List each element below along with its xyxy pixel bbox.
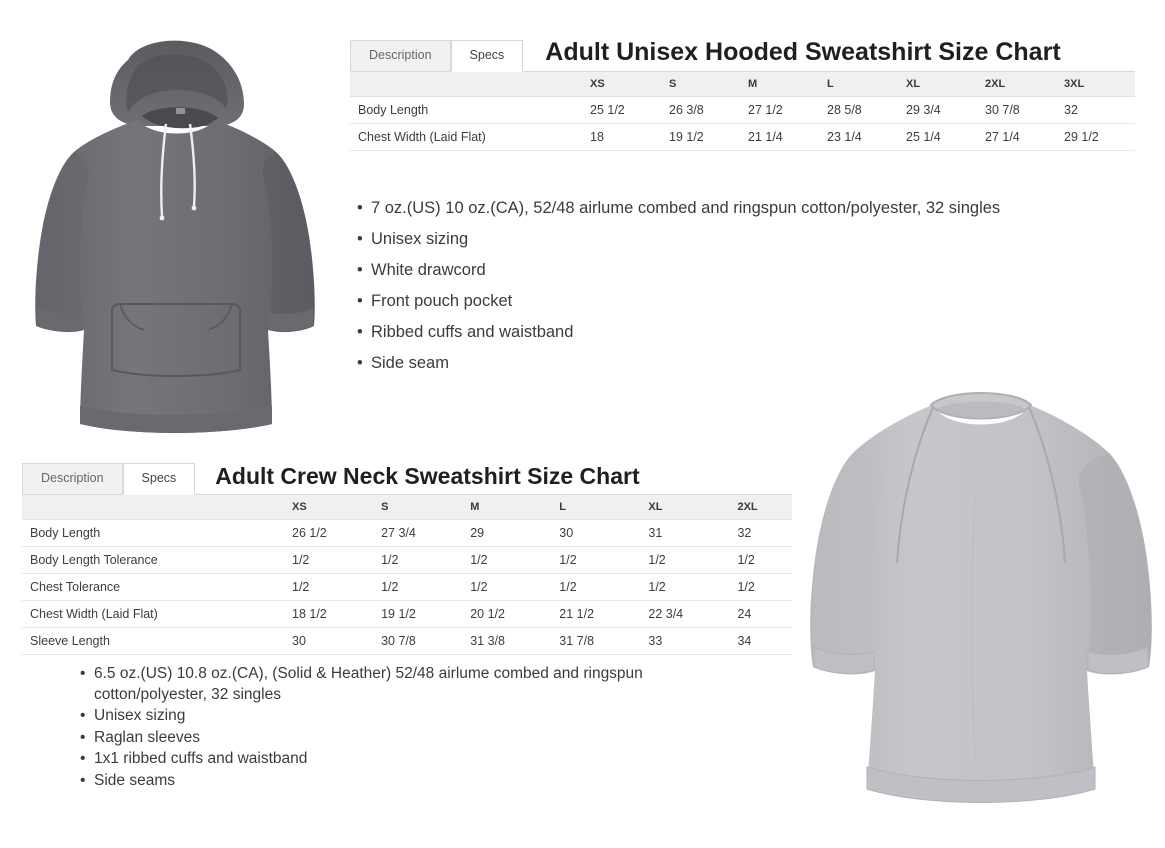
cell: 28 5/8 xyxy=(819,97,898,124)
row-label: Body Length Tolerance xyxy=(22,546,284,573)
table-row xyxy=(22,546,792,573)
col-head-xs: XS xyxy=(582,72,661,97)
col-head-l: L xyxy=(551,495,640,520)
col-head-m: M xyxy=(462,495,551,520)
table-row xyxy=(22,519,792,546)
cell: 33 xyxy=(640,627,729,654)
list-item: • 1x1 ribbed cuffs and waistband xyxy=(78,749,758,770)
crew-table-container xyxy=(22,494,792,655)
crew-chart-title: Adult Crew Neck Sweatshirt Size Chart xyxy=(215,462,640,489)
cell: 1/2 xyxy=(462,573,551,600)
cell: 25 1/2 xyxy=(582,97,661,124)
row-label: Chest Width (Laid Flat) xyxy=(22,600,284,627)
col-head-m: M xyxy=(740,72,819,97)
col-head-xl: XL xyxy=(640,495,729,520)
cell: 1/2 xyxy=(640,546,729,573)
col-head-3xl: 3XL xyxy=(1056,72,1135,97)
cell: 31 xyxy=(640,519,729,546)
row-label: Body Length xyxy=(22,519,284,546)
col-head-label xyxy=(350,72,582,97)
row-label: Sleeve Length xyxy=(22,627,284,654)
cell: 26 1/2 xyxy=(284,519,373,546)
cell: 29 1/2 xyxy=(1056,124,1135,151)
cell: 19 1/2 xyxy=(373,600,462,627)
hoodie-feature-list xyxy=(355,193,1000,379)
cell: 1/2 xyxy=(462,546,551,573)
hoodie-tab-strip[interactable] xyxy=(350,39,523,71)
table-row xyxy=(22,573,792,600)
tab-description-hoodie[interactable]: Description xyxy=(350,40,451,72)
cell: 1/2 xyxy=(373,546,462,573)
cell: 18 1/2 xyxy=(284,600,373,627)
row-label: Chest Tolerance xyxy=(22,573,284,600)
cell: 30 7/8 xyxy=(977,97,1056,124)
list-item: • Front pouch pocket xyxy=(355,286,1000,317)
table-row xyxy=(350,97,1135,124)
crew-chart-header xyxy=(22,462,797,494)
cell: 25 1/4 xyxy=(898,124,977,151)
cell: 34 xyxy=(729,627,792,654)
row-label: Chest Width (Laid Flat) xyxy=(350,124,582,151)
cell: 1/2 xyxy=(551,573,640,600)
crew-feature-list xyxy=(78,664,758,792)
col-head-s: S xyxy=(373,495,462,520)
cell: 22 3/4 xyxy=(640,600,729,627)
row-label: Body Length xyxy=(350,97,582,124)
cell: 27 1/4 xyxy=(977,124,1056,151)
cell: 32 xyxy=(729,519,792,546)
tab-description-crew[interactable]: Description xyxy=(22,463,123,495)
hoodie-chart-header xyxy=(350,38,1140,71)
cell: 21 1/4 xyxy=(740,124,819,151)
crew-tab-strip[interactable] xyxy=(22,462,195,494)
table-row xyxy=(350,124,1135,151)
cell: 32 xyxy=(1056,97,1135,124)
cell: 30 7/8 xyxy=(373,627,462,654)
hoodie-size-chart-section xyxy=(350,38,1140,151)
col-head-xl: XL xyxy=(898,72,977,97)
cell: 31 7/8 xyxy=(551,627,640,654)
cell: 1/2 xyxy=(284,573,373,600)
list-item: • Unisex sizing xyxy=(355,224,1000,255)
col-head-2xl: 2XL xyxy=(977,72,1056,97)
tab-specs-crew[interactable]: Specs xyxy=(123,463,196,495)
cell: 1/2 xyxy=(373,573,462,600)
cell: 24 xyxy=(729,600,792,627)
table-row xyxy=(22,600,792,627)
cell: 30 xyxy=(551,519,640,546)
hoodie-chart-title: Adult Unisex Hooded Sweatshirt Size Chart xyxy=(545,38,1061,66)
list-item: • Side seams xyxy=(78,771,758,792)
cell: 1/2 xyxy=(729,573,792,600)
cell: 21 1/2 xyxy=(551,600,640,627)
list-item: • Side seam xyxy=(355,348,1000,379)
cell: 1/2 xyxy=(729,546,792,573)
cell: 23 1/4 xyxy=(819,124,898,151)
cell: 27 1/2 xyxy=(740,97,819,124)
list-item: • White drawcord xyxy=(355,255,1000,286)
list-item: • Raglan sleeves xyxy=(78,728,758,749)
col-head-s: S xyxy=(661,72,740,97)
cell: 1/2 xyxy=(284,546,373,573)
list-item: • Unisex sizing xyxy=(78,706,758,727)
tab-specs-hoodie[interactable]: Specs xyxy=(451,40,524,72)
crew-size-chart-section xyxy=(22,462,797,655)
list-item: • Ribbed cuffs and waistband xyxy=(355,317,1000,348)
cell: 18 xyxy=(582,124,661,151)
cell: 29 xyxy=(462,519,551,546)
cell: 20 1/2 xyxy=(462,600,551,627)
col-head-xs: XS xyxy=(284,495,373,520)
cell: 30 xyxy=(284,627,373,654)
cell: 29 3/4 xyxy=(898,97,977,124)
hoodie-size-table xyxy=(350,72,1135,151)
cell: 1/2 xyxy=(551,546,640,573)
hoodie-illustration xyxy=(20,20,330,440)
crew-size-table xyxy=(22,495,792,655)
col-head-label xyxy=(22,495,284,520)
hoodie-table-container xyxy=(350,71,1135,151)
col-head-l: L xyxy=(819,72,898,97)
table-header-row xyxy=(22,495,792,520)
list-item: • 6.5 oz.(US) 10.8 oz.(CA), (Solid & Heather) 52/48 airlume combed and ringspun cotton/polyester, 32 singles xyxy=(78,664,758,705)
cell: 19 1/2 xyxy=(661,124,740,151)
table-row xyxy=(22,627,792,654)
cell: 1/2 xyxy=(640,573,729,600)
crew-sweatshirt-illustration xyxy=(805,375,1155,835)
col-head-2xl: 2XL xyxy=(729,495,792,520)
cell: 26 3/8 xyxy=(661,97,740,124)
list-item: • 7 oz.(US) 10 oz.(CA), 52/48 airlume combed and ringspun cotton/polyester, 32 singles xyxy=(355,193,1000,224)
table-header-row xyxy=(350,72,1135,97)
cell: 31 3/8 xyxy=(462,627,551,654)
cell: 27 3/4 xyxy=(373,519,462,546)
